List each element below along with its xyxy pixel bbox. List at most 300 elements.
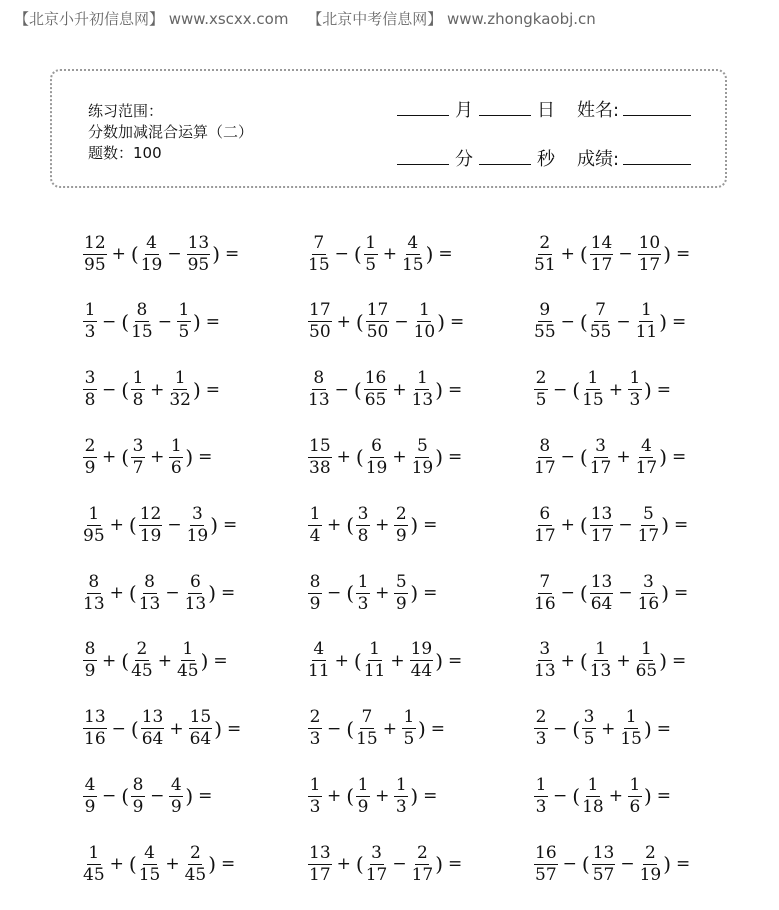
numerator: 3 — [642, 571, 654, 592]
topic-label: 分数加减混合运算（二） — [88, 123, 254, 141]
denominator: 45 — [176, 661, 199, 682]
operator: − — [167, 515, 182, 536]
denominator: 13 — [589, 661, 612, 682]
fraction — [534, 776, 548, 817]
left-paren: ( — [355, 445, 364, 470]
fraction — [308, 640, 330, 681]
right-paren: ) — [425, 242, 434, 266]
month-blank[interactable] — [397, 97, 449, 116]
left-paren: ( — [579, 445, 588, 470]
equals-sign: = — [448, 650, 463, 671]
left-paren: ( — [572, 377, 581, 402]
left-paren: ( — [579, 242, 588, 266]
denominator: 3 — [309, 796, 321, 817]
problem-item — [307, 569, 441, 617]
fraction — [139, 573, 161, 614]
problem-item — [307, 501, 441, 549]
numerator: 6 — [539, 503, 551, 524]
equals-sign: = — [198, 447, 213, 468]
operator: + — [390, 650, 405, 671]
denominator: 17 — [635, 457, 658, 478]
equals-sign: = — [221, 854, 236, 875]
fraction — [177, 301, 191, 342]
fraction — [628, 776, 642, 817]
fraction — [582, 369, 604, 410]
right-paren: ) — [659, 309, 668, 334]
fraction — [141, 708, 165, 749]
fraction — [590, 573, 614, 614]
minute-label: 分 — [455, 149, 473, 170]
right-paren: ) — [435, 648, 444, 673]
numerator: 8 — [84, 639, 96, 660]
equals-sign: = — [672, 447, 687, 468]
numerator: 12 — [139, 503, 162, 524]
problem-item — [533, 298, 690, 346]
numerator: 1 — [174, 368, 186, 389]
operator: + — [109, 515, 124, 536]
numerator: 13 — [141, 707, 164, 728]
fraction — [402, 708, 416, 749]
denominator: 13 — [138, 593, 161, 614]
numerator: 1 — [369, 639, 380, 660]
numerator: 7 — [313, 232, 325, 253]
denominator: 45 — [184, 864, 207, 885]
denominator: 17 — [534, 457, 556, 478]
fraction — [636, 640, 658, 681]
denominator: 16 — [637, 593, 660, 614]
fraction — [640, 844, 662, 885]
fraction — [308, 369, 330, 410]
header-right-link[interactable]: 【北京中考信息网】 www.zhongkaobj.cn — [307, 10, 596, 28]
problem-item — [533, 772, 675, 820]
fraction — [534, 708, 548, 749]
equals-sign: = — [221, 583, 236, 603]
fraction — [308, 505, 322, 546]
left-paren: ( — [346, 513, 355, 538]
numerator: 1 — [403, 707, 415, 728]
denominator: 6 — [629, 796, 641, 817]
denominator: 57 — [535, 864, 557, 885]
numerator: 2 — [535, 368, 547, 389]
denominator: 3 — [309, 729, 321, 750]
problem-item — [533, 705, 675, 753]
right-paren: ) — [643, 716, 652, 741]
fraction — [590, 640, 612, 681]
numerator: 2 — [644, 842, 656, 863]
denominator: 19 — [140, 254, 163, 275]
operator: − — [616, 311, 631, 332]
fraction — [169, 776, 183, 817]
equals-sign: = — [676, 244, 691, 264]
fraction — [628, 369, 642, 410]
right-paren: ) — [417, 716, 426, 741]
numerator: 13 — [309, 842, 331, 863]
fraction — [308, 776, 322, 817]
denominator: 9 — [395, 593, 407, 614]
operator: − — [562, 854, 577, 875]
numerator: 1 — [309, 774, 321, 795]
operator: − — [394, 311, 409, 332]
equals-sign: = — [656, 379, 672, 400]
left-paren: ( — [579, 648, 588, 673]
operator: + — [392, 447, 407, 468]
operator: + — [150, 447, 165, 468]
denominator: 9 — [309, 593, 321, 614]
denominator: 5 — [403, 729, 415, 750]
denominator: 64 — [189, 729, 212, 750]
right-paren: ) — [643, 377, 652, 402]
equals-sign: = — [227, 718, 242, 739]
denominator: 15 — [401, 254, 424, 275]
denominator: 44 — [410, 661, 433, 682]
fraction — [582, 776, 604, 817]
score-label: 成绩: — [577, 149, 620, 170]
numerator: 5 — [642, 503, 654, 524]
left-paren: ( — [581, 852, 590, 877]
denominator: 9 — [84, 796, 96, 817]
numerator: 7 — [539, 571, 551, 592]
fraction — [410, 640, 434, 681]
fraction — [582, 708, 596, 749]
denominator: 6 — [170, 457, 182, 478]
operator: + — [392, 379, 407, 400]
denominator: 17 — [637, 525, 660, 546]
operator: + — [616, 447, 631, 468]
fraction — [364, 369, 388, 410]
range-label: 练习范围： — [88, 102, 164, 120]
operator: + — [111, 244, 126, 264]
numerator: 8 — [309, 571, 321, 592]
fraction — [169, 437, 183, 478]
operator: + — [102, 650, 117, 671]
equals-sign: = — [223, 515, 238, 536]
left-paren: ( — [346, 784, 355, 809]
fraction — [83, 708, 107, 749]
denominator: 3 — [84, 322, 96, 343]
left-paren: ( — [353, 242, 362, 266]
right-paren: ) — [659, 445, 668, 470]
operator: + — [375, 515, 390, 536]
problem-item — [82, 569, 239, 617]
operator: − — [102, 786, 117, 807]
fraction — [534, 301, 556, 342]
fraction — [139, 844, 161, 885]
operator: − — [334, 244, 349, 264]
denominator: 9 — [170, 796, 182, 817]
problem-item — [82, 501, 241, 549]
score-blank[interactable] — [623, 146, 691, 165]
problem-item — [533, 569, 692, 617]
right-paren: ) — [435, 445, 444, 470]
left-paren: ( — [128, 513, 137, 538]
equals-sign: = — [448, 447, 463, 468]
problem-item — [82, 705, 245, 753]
denominator: 45 — [83, 864, 105, 885]
equals-sign: = — [423, 583, 438, 603]
problem-item — [533, 501, 692, 549]
operator: + — [157, 650, 172, 671]
numerator: 1 — [88, 503, 100, 524]
right-paren: ) — [435, 852, 444, 877]
right-paren: ) — [200, 648, 209, 673]
numerator: 3 — [132, 435, 144, 456]
denominator: 15 — [308, 254, 330, 275]
numerator: 1 — [357, 774, 369, 795]
operator: + — [616, 650, 631, 671]
numerator: 16 — [535, 842, 557, 863]
right-paren: ) — [410, 513, 419, 538]
second-blank[interactable] — [479, 146, 531, 165]
operator: + — [327, 515, 342, 536]
numerator: 13 — [592, 842, 615, 863]
numerator: 17 — [309, 300, 331, 321]
fraction — [185, 573, 207, 614]
operator: + — [608, 786, 623, 807]
right-paren: ) — [661, 581, 670, 605]
fraction — [83, 437, 97, 478]
denominator: 15 — [582, 390, 604, 411]
left-paren: ( — [121, 445, 130, 470]
denominator: 5 — [583, 729, 595, 750]
fraction — [366, 844, 388, 885]
operator: − — [334, 379, 349, 400]
operator: + — [608, 379, 623, 400]
denominator: 8 — [132, 390, 144, 411]
fraction — [590, 234, 614, 275]
numerator: 13 — [590, 503, 613, 524]
right-paren: ) — [437, 309, 446, 334]
fraction — [131, 369, 145, 410]
denominator: 38 — [309, 457, 331, 478]
fraction — [308, 437, 332, 478]
numerator: 1 — [395, 774, 407, 795]
fraction — [83, 573, 105, 614]
denominator: 55 — [589, 322, 612, 343]
operator: + — [560, 244, 575, 264]
right-paren: ) — [185, 784, 194, 809]
name-blank[interactable] — [623, 97, 691, 116]
fraction — [131, 301, 153, 342]
left-paren: ( — [128, 581, 137, 605]
problem-item — [82, 298, 224, 346]
fraction — [364, 234, 378, 275]
numerator: 19 — [410, 639, 433, 660]
left-paren: ( — [130, 242, 139, 266]
numerator: 2 — [535, 707, 547, 728]
right-paren: ) — [208, 581, 217, 605]
fraction — [308, 844, 332, 885]
denominator: 5 — [535, 390, 547, 411]
operator: + — [327, 786, 342, 807]
fraction — [394, 573, 408, 614]
minute-blank[interactable] — [397, 146, 449, 165]
denominator: 9 — [132, 796, 144, 817]
fraction — [364, 640, 386, 681]
day-label: 日 — [537, 100, 555, 121]
denominator: 3 — [395, 796, 407, 817]
operator: + — [165, 854, 180, 875]
operator: − — [553, 379, 568, 400]
denominator: 64 — [590, 593, 613, 614]
denominator: 9 — [357, 796, 369, 817]
header-left-link[interactable]: 【北京小升初信息网】 www.xscxx.com — [14, 10, 289, 28]
operator: − — [392, 854, 407, 875]
numerator: 1 — [640, 300, 652, 321]
fraction — [185, 844, 207, 885]
operator: − — [560, 447, 575, 468]
right-paren: ) — [663, 852, 672, 877]
problem-item — [82, 230, 243, 278]
fraction — [592, 844, 616, 885]
fraction — [402, 234, 424, 275]
numerator: 13 — [590, 571, 613, 592]
equals-sign: = — [430, 718, 446, 739]
numerator: 4 — [640, 435, 652, 456]
fraction — [83, 301, 97, 342]
fraction — [83, 844, 105, 885]
denominator: 19 — [639, 864, 662, 885]
denominator: 32 — [169, 390, 191, 411]
operator: − — [553, 786, 568, 807]
problem-item — [307, 366, 466, 414]
equals-sign: = — [205, 379, 221, 400]
numerator: 1 — [365, 232, 377, 253]
problem-item — [533, 230, 694, 278]
operator: + — [109, 583, 124, 603]
numerator: 3 — [357, 503, 369, 524]
right-paren: ) — [208, 852, 217, 877]
left-paren: ( — [355, 309, 364, 334]
operator: − — [560, 311, 575, 332]
fraction — [131, 640, 153, 681]
fraction — [187, 234, 211, 275]
problem-item — [533, 433, 690, 481]
right-paren: ) — [410, 581, 419, 605]
numerator: 2 — [84, 435, 96, 456]
fraction — [638, 573, 660, 614]
day-blank[interactable] — [479, 97, 531, 116]
fraction — [83, 234, 107, 275]
equals-sign: = — [198, 786, 213, 807]
denominator: 16 — [534, 593, 556, 614]
fraction — [534, 369, 548, 410]
numerator: 2 — [309, 707, 321, 728]
denominator: 17 — [590, 525, 613, 546]
equals-sign: = — [448, 379, 463, 400]
numerator: 1 — [309, 503, 321, 524]
numerator: 1 — [595, 639, 606, 660]
equals-sign: = — [672, 311, 687, 332]
fraction — [394, 776, 408, 817]
denominator: 95 — [83, 525, 105, 546]
operator: + — [336, 447, 351, 468]
operator: + — [336, 854, 351, 875]
right-paren: ) — [663, 242, 672, 266]
equals-sign: = — [656, 786, 672, 807]
name-label: 姓名: — [577, 100, 620, 121]
fraction — [636, 437, 658, 478]
fraction — [534, 640, 556, 681]
denominator: 3 — [629, 390, 641, 411]
equals-sign: = — [423, 515, 438, 536]
fraction — [83, 776, 97, 817]
numerator: 1 — [587, 774, 599, 795]
operator: + — [560, 650, 575, 671]
operator: − — [102, 379, 117, 400]
numerator: 4 — [146, 232, 157, 253]
fraction — [356, 708, 378, 749]
fraction — [308, 573, 322, 614]
second-label: 秒 — [537, 149, 555, 170]
right-paren: ) — [410, 784, 419, 809]
numerator: 16 — [364, 368, 387, 389]
fraction — [590, 505, 614, 546]
left-paren: ( — [121, 309, 130, 334]
equals-sign: = — [674, 583, 689, 603]
operator: − — [620, 854, 635, 875]
operator: + — [382, 718, 397, 739]
numerator: 1 — [182, 639, 194, 660]
operator: + — [601, 718, 616, 739]
right-paren: ) — [185, 445, 194, 470]
denominator: 13 — [534, 661, 556, 682]
denominator: 50 — [366, 322, 389, 343]
numerator: 1 — [418, 300, 430, 321]
numerator: 3 — [539, 639, 551, 660]
numerator: 2 — [136, 639, 148, 660]
denominator: 57 — [592, 864, 615, 885]
operator: − — [327, 718, 342, 739]
operator: − — [327, 583, 342, 603]
numerator: 1 — [587, 368, 599, 389]
left-paren: ( — [121, 648, 130, 673]
fraction — [356, 776, 370, 817]
operator: + — [336, 311, 351, 332]
denominator: 13 — [83, 593, 105, 614]
denominator: 3 — [357, 593, 369, 614]
operator: − — [553, 718, 568, 739]
operator: − — [111, 718, 126, 739]
numerator: 1 — [416, 368, 428, 389]
denominator: 51 — [534, 254, 556, 275]
denominator: 18 — [582, 796, 604, 817]
denominator: 11 — [308, 661, 330, 682]
left-paren: ( — [121, 377, 130, 402]
denominator: 19 — [139, 525, 162, 546]
denominator: 13 — [184, 593, 207, 614]
numerator: 3 — [595, 435, 606, 456]
numerator: 8 — [313, 368, 325, 389]
left-paren: ( — [572, 716, 581, 741]
numerator: 3 — [371, 842, 382, 863]
fraction — [139, 505, 163, 546]
equals-sign: = — [438, 244, 453, 264]
fraction — [534, 234, 556, 275]
problem-item — [533, 366, 675, 414]
equals-sign: = — [448, 854, 463, 875]
numerator: 4 — [407, 232, 419, 253]
numerator: 5 — [416, 435, 428, 456]
numerator: 12 — [84, 232, 106, 253]
left-paren: ( — [355, 852, 364, 877]
denominator: 19 — [365, 457, 388, 478]
operator: − — [165, 583, 180, 603]
operator: + — [560, 515, 575, 536]
numerator: 8 — [144, 571, 155, 592]
denominator: 95 — [84, 254, 106, 275]
fraction — [620, 708, 642, 749]
fraction — [414, 301, 436, 342]
